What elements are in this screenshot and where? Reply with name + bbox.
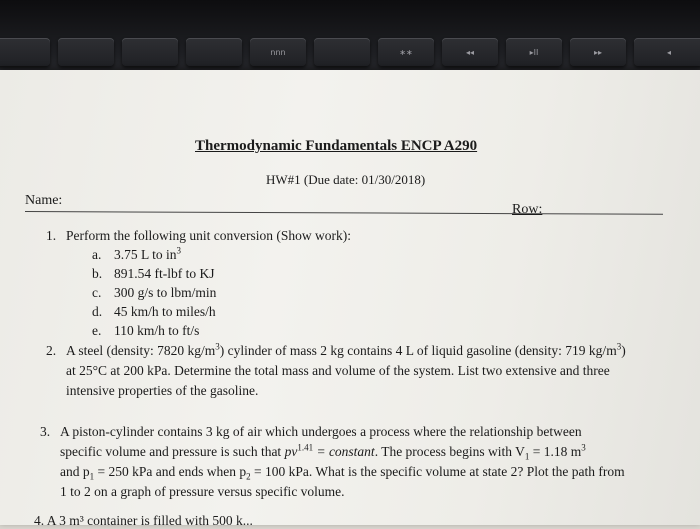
homework-due-date: HW#1 (Due date: 01/30/2018) <box>266 172 426 187</box>
question-text: Perform the following unit conversion (Show work): <box>66 228 351 243</box>
key <box>0 38 50 66</box>
key: nnn <box>250 38 306 66</box>
key <box>58 38 114 66</box>
q1-item: d. 45 km/h to miles/h <box>92 304 216 319</box>
key: ∗∗ <box>378 38 434 66</box>
row-label: Row: <box>512 202 543 217</box>
key: ▸▸ <box>570 38 626 66</box>
question-1 <box>46 226 666 246</box>
name-label: Name: <box>25 193 63 208</box>
question-2 <box>46 341 676 401</box>
question-number: 1. <box>46 228 57 243</box>
key <box>314 38 370 66</box>
question-3 <box>40 422 680 502</box>
q1-item: e. 110 km/h to ft/s <box>92 323 200 338</box>
q1-item: c. 300 g/s to lbm/min <box>92 285 217 300</box>
keyboard-strip <box>0 0 700 78</box>
key: ◂◂ <box>442 38 498 66</box>
question-4-partial: 4. A 3 m³ container is filled with 500 k... <box>34 513 253 528</box>
question-number: 3. <box>40 424 51 439</box>
question-text: A steel (density: 7820 $kg/m^3$) cylinder of mass 2 kg contains 4 L of liquid gasoline (density: 719 $kg/m^3$) at 25°C at 200 kPa. Determine the total mass and volume of the system. List two extensive and three intensive properties of the gasoline. <box>66 341 626 398</box>
question-number: 2. <box>46 343 57 358</box>
key: ▸II <box>506 38 562 66</box>
key <box>186 38 242 66</box>
question-text: A piston-cylinder contains 3 kg of air which undergoes a process where the relationship between specific volume and pressure is such that $pv^{1.41}$ = constant. The process begins with $V_1 = 1.18$ $m^3$ and $p_1 = 250$ kPa and ends when $p_2 = 100$ kPa. What is the specific volume at state 2? Plot the path from 1 to 2 on a graph of pressure versus specific volume. <box>60 424 625 499</box>
q1-item: b. 891.54 ft-lbf to KJ <box>92 266 215 281</box>
q1-item: a. 3.75 L to $in^3$ <box>92 245 181 262</box>
key: ◂ <box>634 38 700 66</box>
course-title: Thermodynamic Fundamentals ENCP A290 <box>195 138 478 154</box>
key <box>122 38 178 66</box>
